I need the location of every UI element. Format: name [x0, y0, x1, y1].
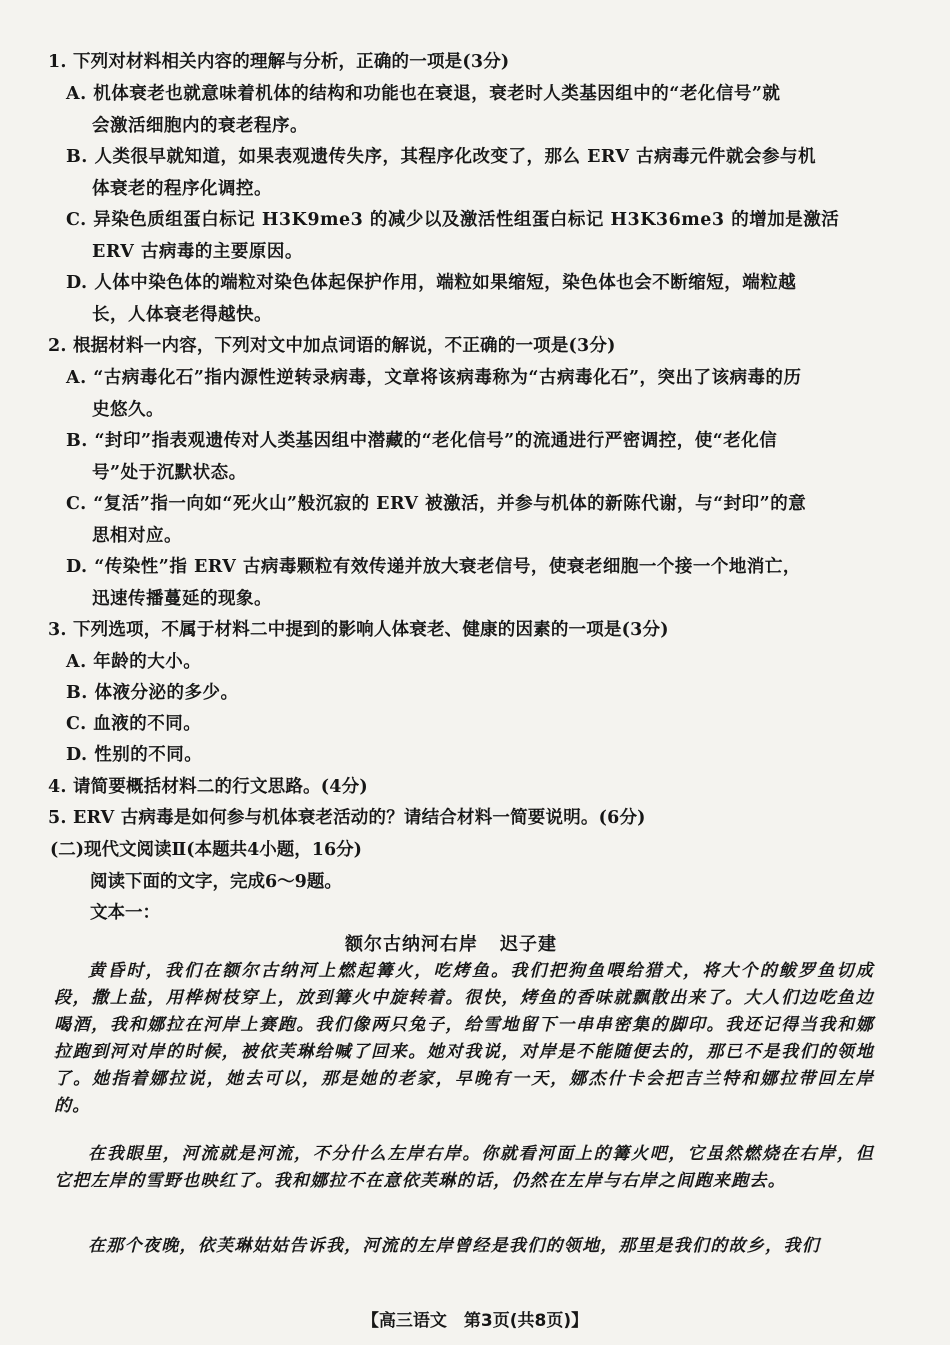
question-3-option-c: C. 血液的不同。 — [66, 714, 202, 734]
question-2-option-b-cont: 号”处于沉默状态。 — [92, 463, 247, 483]
question-1-option-c-cont: ERV 古病毒的主要原因。 — [92, 242, 303, 262]
question-2-option-b: B. “封印”指表观遗传对人类基因组中潜藏的“老化信号”的流通进行严密调控，使“老化信 — [66, 431, 778, 451]
question-3-stem: 3. 下列选项，不属于材料二中提到的影响人体衰老、健康的因素的一项是(3分) — [48, 620, 669, 640]
question-3-option-a: A. 年龄的大小。 — [66, 652, 202, 672]
passage-paragraph-3: 在那个夜晚，依芙琳姑姑告诉我，河流的左岸曾经是我们的领地，那里是我们的故乡，我们 — [88, 1236, 820, 1256]
question-3-option-d: D. 性别的不同。 — [66, 745, 203, 765]
passage-title: 额尔古纳河右岸 — [345, 934, 478, 955]
question-1-option-d-cont: 长，人体衰老得越快。 — [92, 305, 272, 325]
question-4: 4. 请简要概括材料二的行文思路。(4分) — [48, 777, 368, 797]
question-2-option-d-cont: 迅速传播蔓延的现象。 — [92, 589, 272, 609]
passage-paragraph-1: 黄昏时，我们在额尔古纳河上燃起篝火，吃烤鱼。我们把狗鱼喂给猎犬，将大个的鲅罗鱼切成段，撒上盐，用桦树枝穿上，放到篝火中旋转着。很快，烤鱼的香味就飘散出来了。大人们边吃鱼边喝酒，我和娜拉在河岸上赛跑。我们像两只兔子，给雪地留下一串串密集的脚印。我还记得当我和娜拉跑到河对岸的时候，被依芙琳给喊了回来。她对我说，对岸是不能随便去的，那已不是我们的领地了。她指着娜拉说，她去可以，那是她的老家，早晚有一天，娜杰什卡会把吉兰特和娜拉带回左岸的。 — [54, 961, 874, 1116]
section-2-heading: (二)现代文阅读Ⅱ(本题共4小题，16分) — [50, 840, 362, 860]
text-one-label: 文本一： — [90, 903, 160, 923]
passage-author: 迟子建 — [500, 934, 557, 955]
question-2-option-d: D. “传染性”指 ERV 古病毒颗粒有效传递并放大衰老信号，使衰老细胞一个接一个地消亡， — [66, 557, 801, 577]
question-5: 5. ERV 古病毒是如何参与机体衰老活动的？请结合材料一简要说明。(6分) — [48, 808, 646, 828]
question-1-option-a: A. 机体衰老也就意味着机体的结构和功能也在衰退，衰老时人类基因组中的“老化信号”就 — [66, 84, 781, 104]
question-2-option-c-cont: 思相对应。 — [92, 526, 182, 546]
section-2-instruction: 阅读下面的文字，完成6～9题。 — [90, 872, 342, 892]
question-1-option-a-cont: 会激活细胞内的衰老程序。 — [92, 116, 308, 136]
question-2-stem: 2. 根据材料一内容，下列对文中加点词语的解说，不正确的一项是(3分) — [48, 336, 616, 356]
page-footer: 【高三语文 第3页(共8页)】 — [361, 1311, 589, 1331]
question-1-option-d: D. 人体中染色体的端粒对染色体起保护作用，端粒如果缩短，染色体也会不断缩短，端粒越 — [66, 273, 797, 293]
question-2-option-c: C. “复活”指一向如“死火山”般沉寂的 ERV 被激活，并参与机体的新陈代谢，与“封印”的意 — [66, 494, 807, 514]
question-1-option-c: C. 异染色质组蛋白标记 H3K9me3 的减少以及激活性组蛋白标记 H3K36me3 的增加是激活 — [66, 210, 840, 230]
question-2-option-a-cont: 史悠久。 — [92, 400, 164, 420]
passage-paragraph-2: 在我眼里，河流就是河流，不分什么左岸右岸。你就看河面上的篝火吧，它虽然燃烧在右岸，但它把左岸的雪野也映红了。我和娜拉不在意依芙琳的话，仍然在左岸与右岸之间跑来跑去。 — [54, 1144, 874, 1191]
question-3-option-b: B. 体液分泌的多少。 — [66, 683, 239, 703]
question-1-stem: 1. 下列对材料相关内容的理解与分析，正确的一项是(3分) — [48, 52, 510, 72]
question-1-option-b-cont: 体衰老的程序化调控。 — [92, 179, 272, 199]
question-1-option-b: B. 人类很早就知道，如果表观遗传失序，其程序化改变了，那么 ERV 古病毒元件就会参与机 — [66, 147, 816, 167]
question-2-option-a: A. “古病毒化石”指内源性逆转录病毒，文章将该病毒称为“古病毒化石”，突出了该病毒的历 — [66, 368, 802, 388]
passage-title-line — [345, 930, 557, 956]
